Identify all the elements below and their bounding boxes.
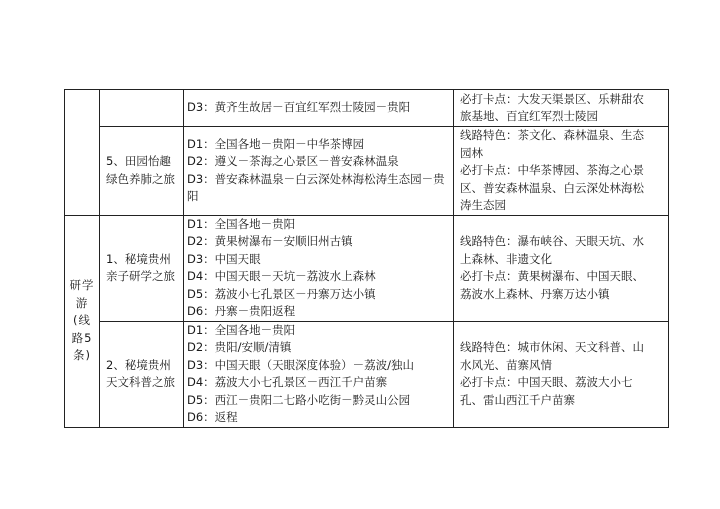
day-line: D2：贵阳/安顺/清镇	[187, 340, 292, 354]
route-name-line: 亲子研学之旅	[106, 269, 175, 283]
note-line: 必打卡点：中华茶博园、茶海之心景	[460, 163, 644, 177]
route-cell	[100, 321, 184, 427]
route-name-line: 天文科普之旅	[106, 375, 175, 389]
route-name-line: 5、田园怡趣	[106, 154, 171, 169]
table-row	[65, 321, 669, 427]
note-line: 线路特色：茶文化、森林温泉、生态	[460, 128, 644, 142]
day-line: D2：遵义－茶海之心景区－普安森林温泉	[187, 154, 399, 169]
category-cell	[65, 215, 100, 427]
route-name-line: 绿色养肺之旅	[106, 171, 175, 186]
category-line: 条)	[73, 348, 91, 363]
day-line: D3：黄齐生故居－百宜红军烈士陵园－贵阳	[187, 100, 411, 115]
note-line: 孔、雷山西江千户苗寨	[460, 392, 575, 407]
route-cell	[100, 127, 184, 216]
category-line: 研学	[69, 278, 95, 293]
route-name-line: 2、秘境贵州	[106, 357, 171, 372]
day-line: D6：丹寨－贵阳返程	[187, 304, 296, 318]
days-cell	[184, 90, 454, 127]
day-line: D3：中国天眼（天眼深度体验）－荔波/独山	[187, 357, 415, 372]
note-line: 必打卡点：中国天眼、荔波大小七	[460, 375, 633, 389]
note-line: 必打卡点：大发天渠景区、乐耕甜农	[460, 91, 644, 106]
category-cell	[65, 90, 100, 216]
table-row	[65, 215, 669, 321]
day-line: D1：全国各地－贵阳	[187, 216, 296, 231]
day-line: D4：荔波大小七孔景区－西江千户苗寨	[187, 375, 388, 389]
day-line: D3：普安森林温泉－白云深处林海松涛生态园－贵	[187, 171, 445, 186]
note-line: 旅基地、百宜红军烈士陵园	[460, 109, 598, 123]
route-name-line: 1、秘境贵州	[106, 251, 171, 266]
day-line: 阳	[187, 189, 199, 204]
note-line: 线路特色：瀑布峡谷、天眼天坑、水	[460, 234, 644, 248]
category-line: 游(线	[73, 295, 91, 328]
day-line: D1：全国各地－贵阳－中华茶博园	[187, 136, 365, 151]
notes-cell	[454, 90, 669, 127]
note-line: 园林	[460, 145, 483, 160]
days-cell	[184, 215, 454, 321]
notes-cell	[454, 215, 669, 321]
day-line: D5：西江－贵阳二七路小吃街－黔灵山公园	[187, 392, 411, 407]
days-cell	[184, 127, 454, 216]
route-cell	[100, 90, 184, 127]
day-line: D2：黄果树瀑布－安顺旧州古镇	[187, 234, 353, 248]
note-line: 水风光、苗寨风情	[460, 357, 552, 372]
day-line: D3：中国天眼	[187, 251, 261, 266]
day-line: D5：荔波小七孔景区－丹寨万达小镇	[187, 286, 376, 301]
table-row	[65, 90, 669, 127]
notes-cell	[454, 127, 669, 216]
note-line: 区、普安森林温泉、白云深处林海松	[460, 180, 644, 195]
table-row	[65, 127, 669, 216]
notes-cell	[454, 321, 669, 427]
note-line: 线路特色：城市休闲、天文科普、山	[460, 340, 644, 354]
note-line: 必打卡点：黄果树瀑布、中国天眼、	[460, 269, 644, 283]
category-line: 路5	[71, 330, 93, 345]
day-line: D1：全国各地－贵阳	[187, 322, 296, 337]
day-line: D4：中国天眼－天坑－荔波水上森林	[187, 269, 376, 283]
days-cell	[184, 321, 454, 427]
day-line: D6：返程	[187, 410, 238, 424]
route-cell	[100, 215, 184, 321]
itinerary-table	[64, 89, 669, 428]
note-line: 荔波水上森林、丹寨万达小镇	[460, 286, 610, 301]
note-line: 上森林、非遗文化	[460, 251, 552, 266]
note-line: 涛生态园	[460, 198, 506, 212]
